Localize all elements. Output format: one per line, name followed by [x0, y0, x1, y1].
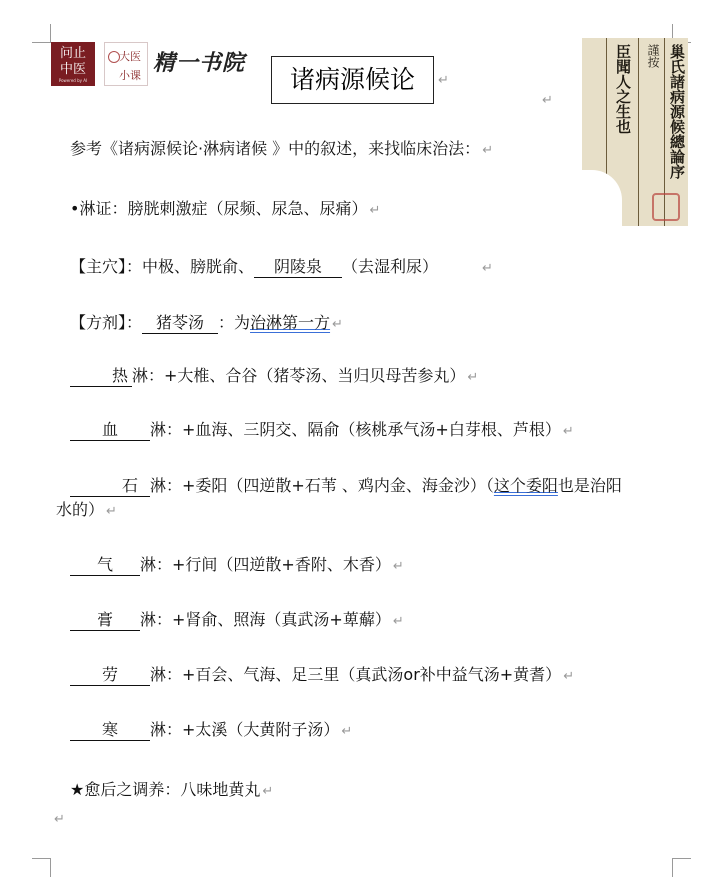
- torn-edge: [582, 170, 622, 226]
- type-note-underlined: 这个委阳: [493, 476, 558, 495]
- formula-mid: ：为: [218, 313, 251, 332]
- paragraph-mark-icon: ↵: [562, 424, 574, 439]
- type-name-blank: 石: [70, 476, 150, 497]
- margin-corner-bottom-left: [32, 858, 51, 877]
- type-name-blank: 气: [70, 555, 140, 576]
- paragraph-mark-icon: ↵: [482, 143, 494, 158]
- type-text: 淋：+委阳（四逆散+石苇 、鸡内金、海金沙）（: [150, 476, 494, 495]
- paragraph-mark-icon: ↵: [341, 724, 353, 739]
- wenzhi-logo: [51, 42, 95, 86]
- type-text: 淋：+百会、气海、足三里（真武汤or补中益气汤+黄耆）: [150, 665, 562, 684]
- intro-paragraph: [70, 137, 493, 163]
- paragraph-mark-icon: ↵: [563, 669, 575, 684]
- type-row: [70, 718, 352, 744]
- logo2-line2: 小课: [119, 69, 141, 82]
- book-text-column: 謹按: [646, 44, 660, 68]
- type-text: 淋：+太溪（大黄附子汤）: [150, 720, 340, 739]
- main-points-suffix: （去湿利尿）: [342, 257, 439, 276]
- type-text: 淋：+行间（四逆散+香附、木香）: [140, 555, 391, 574]
- book-column-rule: [638, 38, 639, 226]
- classical-book-image: [582, 38, 688, 226]
- formula-paragraph: [70, 311, 343, 337]
- type-name-blank: 血: [70, 420, 150, 441]
- type-text-wrap: 水的）: [56, 500, 105, 519]
- main-points-paragraph: [70, 255, 493, 281]
- type-row: [70, 418, 574, 444]
- paragraph-mark-icon: ↵: [54, 812, 65, 827]
- paragraph-mark-icon: ↵: [438, 73, 449, 88]
- paragraph-mark-icon: ↵: [482, 261, 493, 276]
- type-row: [70, 553, 404, 579]
- bullet-text: •淋证：膀胱刺激症（尿频、尿急、尿痛）: [70, 199, 368, 218]
- logo1-small-text: Powered by AI: [58, 78, 88, 83]
- formula-tail: 治淋第一方: [250, 313, 331, 332]
- title-text: 诸病源候论: [289, 65, 415, 94]
- paragraph-mark-icon: ↵: [392, 614, 404, 629]
- logo1-mid-text: 中医: [59, 62, 86, 77]
- paragraph-mark-icon: ↵: [467, 370, 479, 385]
- type-row-wrap: [56, 498, 117, 524]
- type-name-blank: 热: [70, 366, 132, 387]
- paragraph-mark-icon: ↵: [369, 203, 381, 218]
- aftercare-text: ★愈后之调养：八味地黄丸: [70, 780, 261, 799]
- type-name-blank: 劳: [70, 665, 150, 686]
- red-seal-stamp: [652, 193, 680, 221]
- main-points-blank: 阴陵泉: [254, 257, 342, 278]
- type-row: [70, 364, 478, 390]
- book-text-column: 巢氏諸病源候總論序: [668, 44, 686, 179]
- paragraph-mark-icon: ↵: [392, 559, 404, 574]
- book-text-column: 臣聞人之生也: [614, 44, 632, 134]
- paragraph-mark-icon: ↵: [332, 317, 343, 332]
- paragraph-mark-icon: ↵: [106, 504, 117, 519]
- aftercare-paragraph: [70, 778, 273, 804]
- intro-text: 参考《诸病源候论·淋病诸候 》中的叙述，来找临床治法：: [70, 139, 481, 158]
- bullet-paragraph: [70, 197, 380, 223]
- document-title: [271, 56, 434, 104]
- formula-prefix: 【方剂】：: [70, 313, 143, 332]
- margin-corner-bottom-right: [672, 858, 691, 877]
- logo2-line1: 大医: [119, 50, 141, 63]
- main-points-prefix: 【主穴】：中极、膀胱俞、: [70, 257, 255, 276]
- paragraph-mark-icon: ↵: [542, 93, 553, 108]
- jingyi-academy-calligraphy: 精一书院: [153, 50, 246, 76]
- type-name-blank: 膏: [70, 610, 140, 631]
- type-text-continued: 也是治阳: [557, 476, 622, 495]
- dayi-xiaoke-logo: [104, 42, 148, 86]
- type-name-blank: 寒: [70, 720, 150, 741]
- margin-corner-top-left: [32, 24, 51, 43]
- type-text: 淋：+大椎、合谷（猪苓汤、当归贝母苦参丸）: [132, 366, 466, 385]
- logo1-top-text: 问止: [59, 46, 86, 61]
- type-row: [70, 474, 622, 498]
- type-row: [70, 663, 574, 689]
- type-text: 淋：+血海、三阴交、隔俞（核桃承气汤+白芽根、芦根）: [150, 420, 561, 439]
- formula-blank: 猪苓汤: [142, 313, 218, 334]
- paragraph-mark-icon: ↵: [262, 784, 274, 799]
- type-row: [70, 608, 404, 634]
- type-text: 淋：+肾俞、照海（真武汤+萆薢）: [140, 610, 391, 629]
